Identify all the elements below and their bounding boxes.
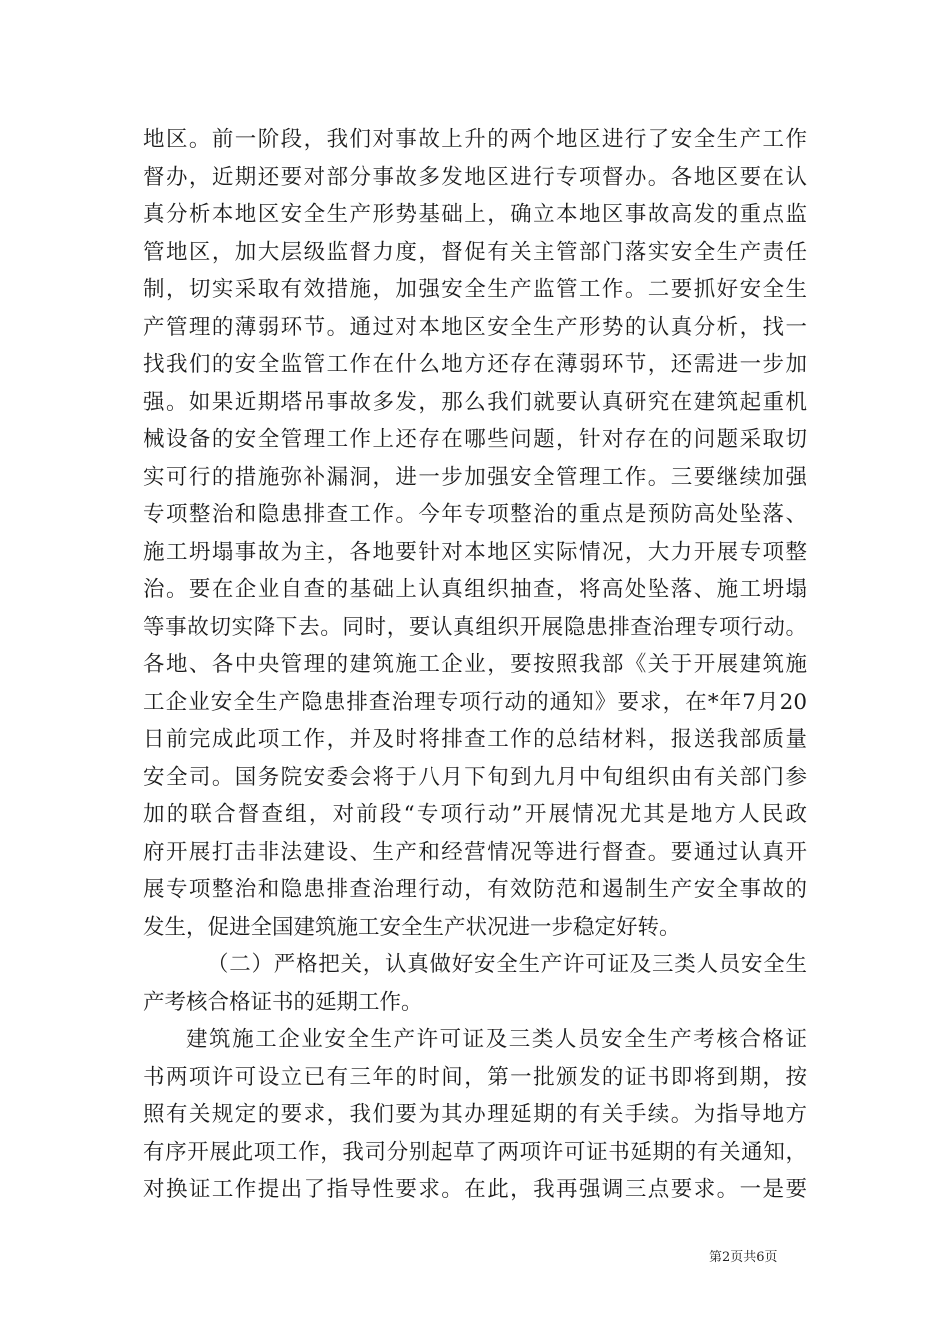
text-line: 照有关规定的要求，我们要为其办理延期的有关手续。为指导地方 <box>143 1102 807 1127</box>
text-line: 专项整治和隐患排查工作。今年专项整治的重点是预防高处坠落、 <box>143 502 807 527</box>
text-line: 等事故切实降下去。同时，要认真组织开展隐患排查治理专项行动。 <box>143 614 807 640</box>
text-line: 建筑施工企业安全生产许可证及三类人员安全生产考核合格证 <box>186 1027 807 1052</box>
text-line: 制，切实采取有效措施，加强安全生产监管工作。二要抓好安全生 <box>143 277 807 302</box>
text-line: 各地、各中央管理的建筑施工企业，要按照我部《关于开展建筑施 <box>143 652 807 677</box>
document-body <box>143 121 807 1209</box>
text-line: 地区。前一阶段，我们对事故上升的两个地区进行了安全生产工作 <box>143 127 807 152</box>
text-line: 械设备的安全管理工作上还存在哪些问题，针对存在的问题采取切 <box>143 427 807 452</box>
text-line: 实可行的措施弥补漏洞，进一步加强安全管理工作。三要继续加强 <box>143 464 807 490</box>
text-line: 有序开展此项工作，我司分别起草了两项许可证书延期的有关通知， <box>143 1139 807 1165</box>
text-line: 管地区，加大层级监督力度，督促有关主管部门落实安全生产责任 <box>143 239 807 265</box>
text-line: 施工坍塌事故为主，各地要针对本地区实际情况，大力开展专项整 <box>143 539 807 565</box>
text-line: 治。要在企业自查的基础上认真组织抽查，将高处坠落、施工坍塌 <box>143 577 807 602</box>
text-line: 加的联合督查组，对前段“专项行动”开展情况尤其是地方人民政 <box>143 802 807 827</box>
text-line: 对换证工作提出了指导性要求。在此，我再强调三点要求。一是要 <box>143 1177 807 1202</box>
text-line: 府开展打击非法建设、生产和经营情况等进行督查。要通过认真开 <box>143 839 807 865</box>
text-line: 产管理的薄弱环节。通过对本地区安全生产形势的认真分析，找一 <box>143 314 807 340</box>
section-heading-line: （二）严格把关，认真做好安全生产许可证及三类人员安全生 <box>207 952 807 977</box>
text-line: 工企业安全生产隐患排查治理专项行动的通知》要求，在*年7月20 <box>143 689 807 715</box>
text-line: 真分析本地区安全生产形势基础上，确立本地区事故高发的重点监 <box>143 202 807 227</box>
text-line: 督办，近期还要对部分事故多发地区进行专项督办。各地区要在认 <box>143 164 807 190</box>
section-heading-line: 产考核合格证书的延期工作。 <box>143 989 423 1015</box>
text-line: 书两项许可设立已有三年的时间，第一批颁发的证书即将到期，按 <box>143 1064 807 1090</box>
text-line: 强。如果近期塔吊事故多发，那么我们就要认真研究在建筑起重机 <box>143 389 807 415</box>
text-line: 发生，促进全国建筑施工安全生产状况进一步稳定好转。 <box>143 914 681 940</box>
text-line: 安全司。国务院安委会将于八月下旬到九月中旬组织由有关部门参 <box>143 764 807 790</box>
text-line: 展专项整治和隐患排查治理行动，有效防范和遏制生产安全事故的 <box>143 877 807 902</box>
text-line: 日前完成此项工作，并及时将排查工作的总结材料，报送我部质量 <box>143 727 807 752</box>
text-line: 找我们的安全监管工作在什么地方还存在薄弱环节，还需进一步加 <box>143 352 807 377</box>
page-number: 第2页共6页 <box>709 1250 778 1265</box>
